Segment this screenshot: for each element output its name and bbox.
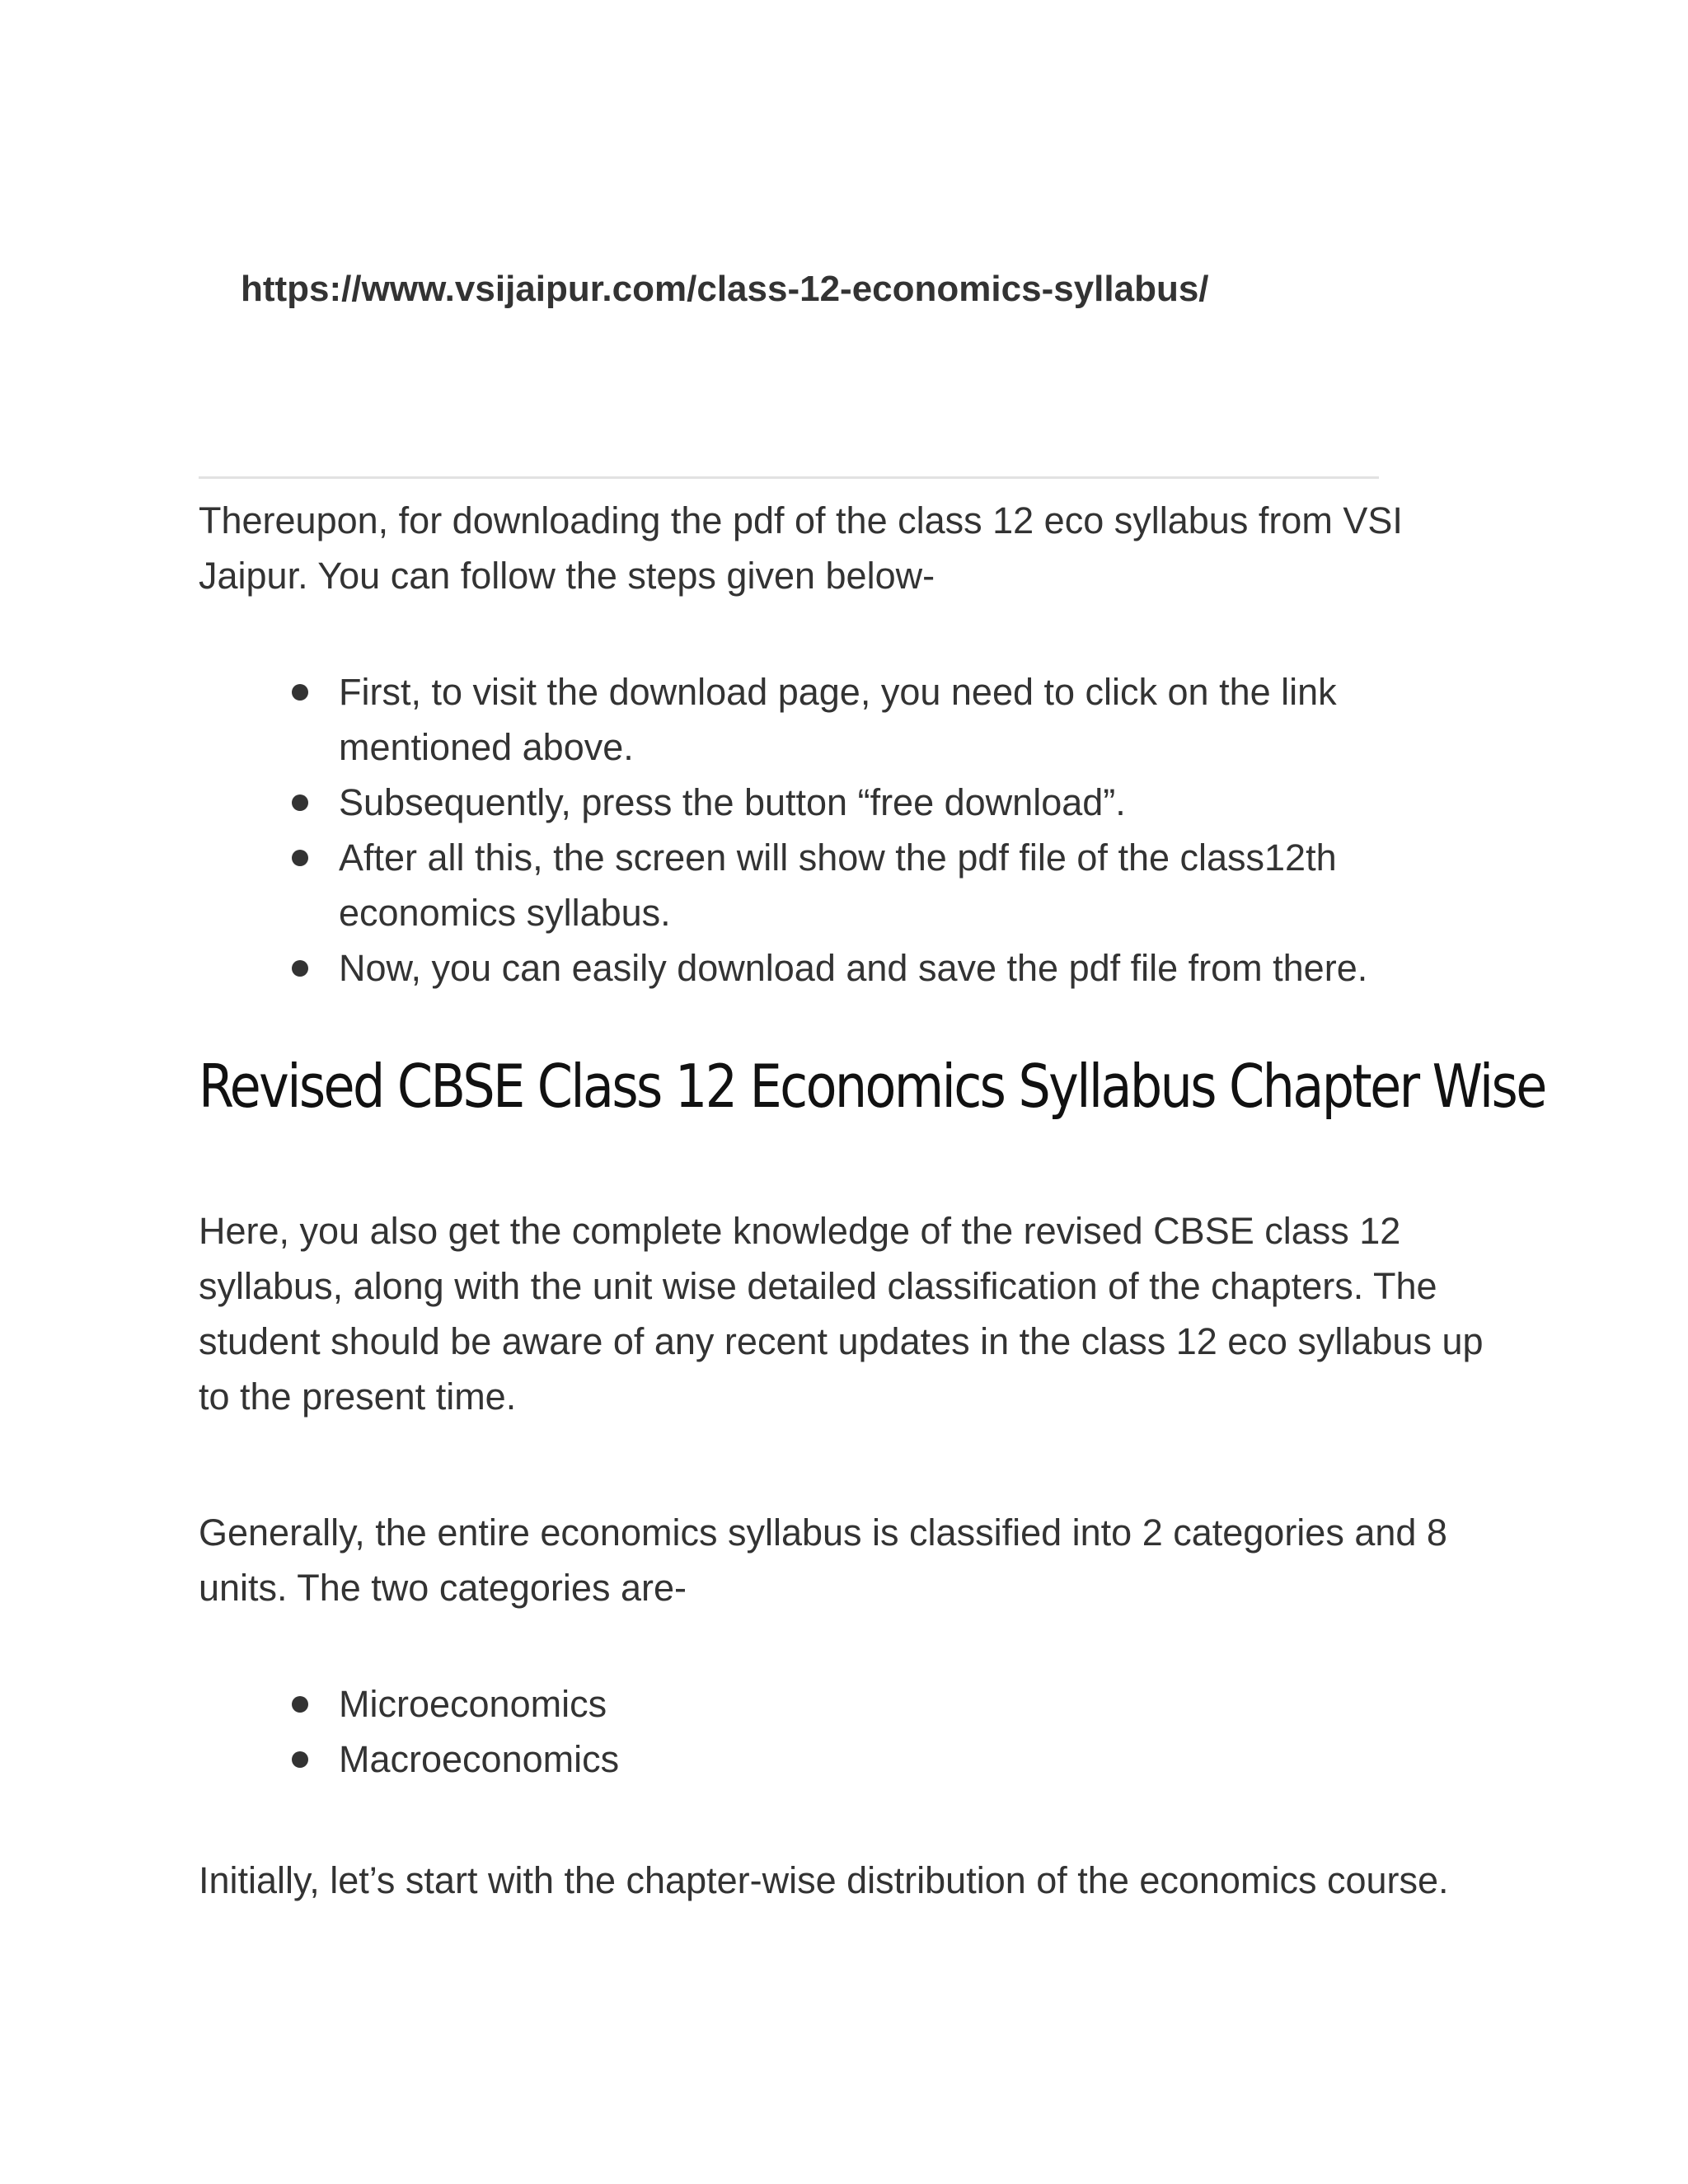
categories-list <box>199 1676 1484 1787</box>
bullet-icon <box>292 1696 308 1713</box>
intro-paragraph: Thereupon, for downloading the pdf of the class 12 eco syllabus from VSI Jaipur. You can follow the steps given below- <box>199 499 1403 597</box>
step-text: After all this, the screen will show the pdf file of the class12th economics syllabus. <box>339 837 1337 934</box>
category-text: Macroeconomics <box>339 1738 620 1780</box>
list-item <box>199 830 1484 940</box>
list-item <box>199 664 1484 775</box>
bullet-icon <box>292 684 308 701</box>
category-text: Microeconomics <box>339 1683 607 1725</box>
syllabus-link[interactable]: https://www.vsijaipur.com/class-12-economics-syllabus/ <box>241 269 1209 309</box>
list-item <box>199 940 1484 996</box>
section-heading: Revised CBSE Class 12 Economics Syllabus Chapter Wise <box>199 1052 1545 1121</box>
list-item <box>199 1732 1484 1787</box>
step-text: Subsequently, press the button “free download”. <box>339 781 1126 823</box>
download-steps-list <box>199 664 1484 996</box>
step-text: Now, you can easily download and save the pdf file from there. <box>339 947 1368 989</box>
step-text: First, to visit the download page, you need to click on the link mentioned above. <box>339 671 1337 768</box>
section-paragraph-3: Initially, let’s start with the chapter-wise distribution of the economics course. <box>199 1859 1449 1901</box>
bullet-icon <box>292 794 308 811</box>
list-item <box>199 1676 1484 1732</box>
section-paragraph-2: Generally, the entire economics syllabus is classified into 2 categories and 8 units. The two categories are- <box>199 1511 1447 1609</box>
bullet-icon <box>292 960 308 977</box>
section-paragraph-1: Here, you also get the complete knowledge of the revised CBSE class 12 syllabus, along with the unit wise detailed classification of the chapters. The student should be aware of any recent updates in the class 12 eco syllabus up to the present time. <box>199 1210 1484 1418</box>
horizontal-divider <box>199 476 1379 479</box>
bullet-icon <box>292 850 308 866</box>
bullet-icon <box>292 1751 308 1768</box>
syllabus-link-block <box>241 262 1263 316</box>
list-item <box>199 775 1484 830</box>
